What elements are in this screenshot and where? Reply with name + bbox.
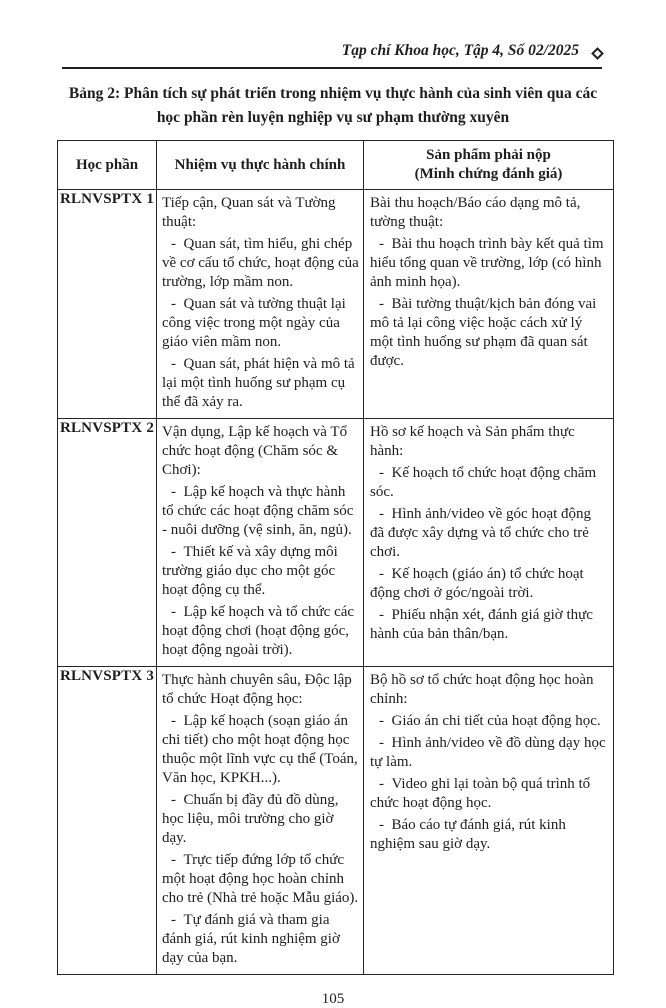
course-code-cell: RLNVSPTX 1 [58,190,157,419]
journal-title: Tạp chí Khoa học, Tập 4, Số 02/2025 [341,42,579,59]
product-bullet: - Kế hoạch (giáo án) tổ chức hoạt động chơi ở góc/ngoài trời. [370,565,608,603]
task-bullet: - Lập kế hoạch và thực hành tổ chức các hoạt động chăm sóc - nuôi dưỡng (vệ sinh, ăn, ngủ). [162,483,359,540]
products-intro: Bộ hồ sơ tổ chức hoạt động học hoàn chỉnh: [370,672,594,707]
table-row [58,667,614,975]
header-row [58,141,614,190]
tasks-cell [157,419,364,667]
table-body [58,190,614,975]
col-header-products [364,141,614,190]
tasks-cell [157,667,364,975]
tasks-intro: Vận dụng, Lập kế hoạch và Tổ chức hoạt động (Chăm sóc & Chơi): [162,424,348,478]
col-header-products-line2: (Minh chứng đánh giá) [414,166,563,182]
col-header-tasks: Nhiệm vụ thực hành chính [157,141,364,190]
table-caption: Bảng 2: Phân tích sự phát triển trong nhiệm vụ thực hành của sinh viên qua các học phần rèn luyện nghiệp vụ sư phạm thường xuyên [68,85,598,126]
product-bullet: - Hình ảnh/video về đồ dùng dạy học tự làm. [370,734,608,772]
task-bullet: - Tự đánh giá và tham gia đánh giá, rút kinh nghiệm giờ dạy của bạn. [162,911,359,968]
product-bullet: - Kế hoạch tổ chức hoạt động chăm sóc. [370,464,608,502]
page-footer [0,991,666,1008]
product-bullet: - Bài thu hoạch trình bày kết quả tìm hiểu tổng quan về trường, lớp (có hình ảnh minh họa). [370,235,608,292]
page-number: 105 [321,991,345,1007]
task-bullet: - Lập kế hoạch (soạn giáo án chi tiết) cho một hoạt động học thuộc một lĩnh vực cụ thể (Toán, Văn học, KPKH...). [162,712,359,788]
products-intro: Bài thu hoạch/Báo cáo dạng mô tả, tường thuật: [370,195,581,230]
products-cell [364,419,614,667]
product-bullet: - Phiếu nhận xét, đánh giá giờ thực hành của bản thân/bạn. [370,606,608,644]
course-code-cell: RLNVSPTX 2 [58,419,157,667]
tasks-intro: Thực hành chuyên sâu, Độc lập tổ chức Hoạt động học: [162,672,352,707]
product-bullet: - Hình ảnh/video về góc hoạt động đã được xây dựng và tổ chức cho trẻ chơi. [370,505,608,562]
table-row [58,419,614,667]
tasks-cell [157,190,364,419]
course-code-cell: RLNVSPTX 3 [58,667,157,975]
products-cell [364,667,614,975]
product-bullet: - Báo cáo tự đánh giá, rút kinh nghiệm sau giờ dạy. [370,816,608,854]
tasks-intro: Tiếp cận, Quan sát và Tường thuật: [162,195,336,230]
task-bullet: - Quan sát, tìm hiểu, ghi chép về cơ cấu tổ chức, hoạt động của trường, lớp mầm non. [162,235,359,292]
analysis-table [57,140,614,975]
running-head [62,42,602,69]
products-intro: Hồ sơ kế hoạch và Sản phẩm thực hành: [370,424,575,459]
task-bullet: - Lập kế hoạch và tổ chức các hoạt động chơi (hoạt động góc, hoạt động ngoài trời). [162,603,359,660]
task-bullet: - Quan sát và tường thuật lại công việc trong một ngày của giáo viên mầm non. [162,295,359,352]
table-header [58,141,614,190]
table-row [58,190,614,419]
product-bullet: - Bài tường thuật/kịch bản đóng vai mô tả lại công việc hoặc cách xử lý một tình huống sư phạm đã quan sát được. [370,295,608,371]
col-header-course: Học phần [58,141,157,190]
product-bullet: - Video ghi lại toàn bộ quá trình tổ chức hoạt động học. [370,775,608,813]
task-bullet: - Trực tiếp đứng lớp tổ chức một hoạt động học hoàn chỉnh cho trẻ (Nhà trẻ hoặc Mẫu giáo). [162,851,359,908]
task-bullet: - Quan sát, phát hiện và mô tả lại một tình huống sư phạm cụ thể đã xảy ra. [162,355,359,412]
products-cell [364,190,614,419]
product-bullet: - Giáo án chi tiết của hoạt động học. [370,712,608,731]
diamond-icon [591,47,604,60]
task-bullet: - Chuẩn bị đầy đủ đồ dùng, học liệu, môi trường cho giờ dạy. [162,791,359,848]
col-header-products-line1: Sản phẩm phải nộp [426,147,551,163]
task-bullet: - Thiết kế và xây dựng môi trường giáo dục cho một góc hoạt động cụ thể. [162,543,359,600]
